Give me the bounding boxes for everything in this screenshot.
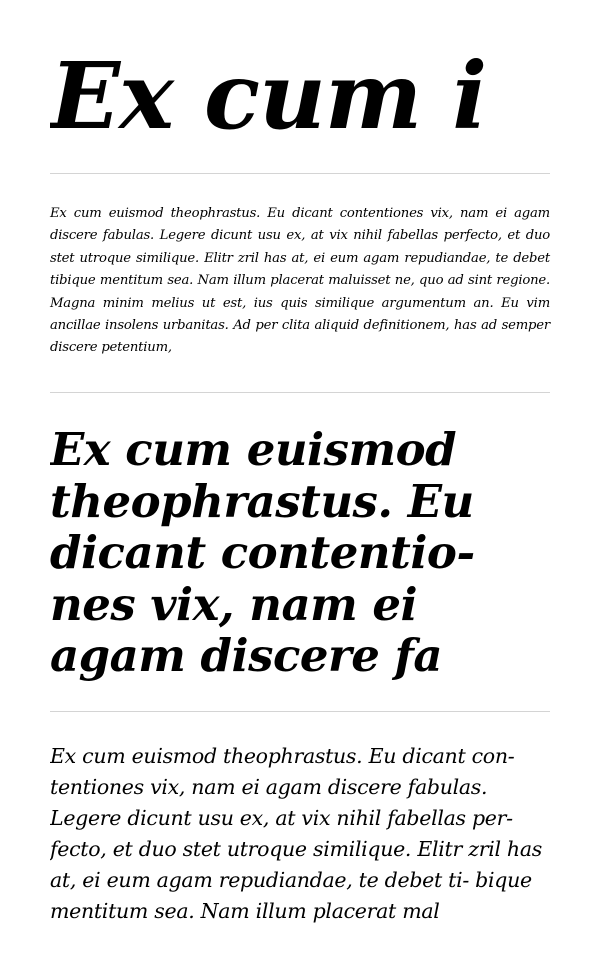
specimen-paragraph-large: Ex cum euismod theophrastus. Eu dicant contentio- nes vix, nam ei agam discere fa [50,424,475,682]
specimen-paragraph-medium: Ex cum euismod theophrastus. Eu dicant con- tentiones vix, nam ei agam discere fabulas. Legere dicunt usu ex, at vix nihil fabellas per- fecto, et duo stet utroque similique. Elitr zril has at, ei eum agam repudiandae, te debet ti- bique mentitum sea. Nam illum placerat mal [50,744,542,923]
specimen-headline: Ex cum i [50,46,487,146]
divider-top [50,173,550,174]
divider-middle [50,392,550,393]
divider-bottom [50,711,550,712]
specimen-paragraph-small: Ex cum euismod theophrastus. Eu dicant contentiones vix, nam ei agam discere fabulas. Legere dicunt usu ex, at vix nihil fabellas perfecto, et duo stet utroque similique. Elitr zril has at, ei eum agam repudiandae, te debet tibique mentitum sea. Nam illum placerat maluisset ne, quo ad sint regione. Magna minim melius ut est, ius quis similique argumentum an. Eu vim ancillae insolens urbanitas. Ad per clita aliquid definitionem, has ad semper discere petentium, [50,206,550,356]
